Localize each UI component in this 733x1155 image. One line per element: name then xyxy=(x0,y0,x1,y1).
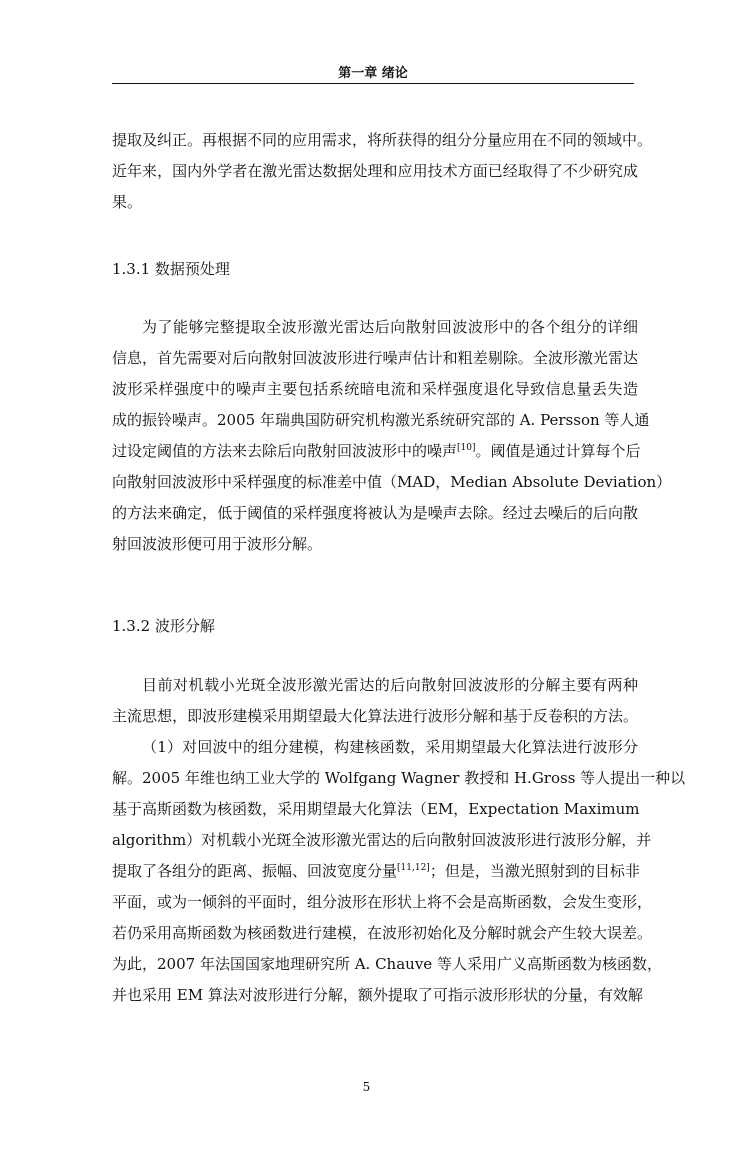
header-rule xyxy=(112,83,634,84)
text-line: 为了能够完整提取全波形激光雷达后向散射回波波形中的各个组分的详细 xyxy=(142,318,638,336)
section-heading-1-3-2: 1.3.2 波形分解 xyxy=(112,617,215,635)
page-number: 5 xyxy=(362,1080,371,1094)
text-segment: 提取了各组分的距离、振幅、回波宽度分量 xyxy=(112,862,398,880)
text-line: （1）对回波中的组分建模，构建核函数，采用期望最大化算法进行波形分 xyxy=(142,738,638,756)
text-line: 成的振铃噪声。2005 年瑞典国防研究机构激光系统研究部的 A. Persson 等人通 xyxy=(112,411,650,429)
text-line: 基于高斯函数为核函数，采用期望最大化算法（EM，Expectation Maximum xyxy=(112,800,640,818)
text-line: 为此，2007 年法国国家地理研究所 A. Chauve 等人采用广义高斯函数为核函数， xyxy=(112,955,662,973)
paragraph-intro-continuation xyxy=(112,125,653,218)
text-line: 提取及纠正。再根据不同的应用需求，将所获得的组分分量应用在不同的领域中。 xyxy=(112,131,653,149)
text-line: 的方法来确定，低于阈值的采样强度将被认为是噪声去除。经过去噪后的后向散 xyxy=(112,504,638,522)
text-segment: ；但是，当激光照射到的目标非 xyxy=(429,862,640,880)
citation-11-12: [11,12] xyxy=(397,863,430,873)
text-line xyxy=(112,436,641,467)
text-line xyxy=(112,856,638,887)
text-line: 解。2005 年维也纳工业大学的 Wolfgang Wagner 教授和 H.Gross 等人提出一种以 xyxy=(112,769,686,787)
text-line: 向散射回波波形中采样强度的标准差中值（MAD，Median Absolute Deviation） xyxy=(112,473,672,491)
text-line: algorithm）对机载小光斑全波形激光雷达的后向散射回波波形进行波形分解，并 xyxy=(112,831,652,849)
text-segment: 。阈值是通过计算每个后 xyxy=(475,442,641,460)
paragraph-decomposition-overview xyxy=(112,670,638,732)
paragraph-preprocessing xyxy=(112,312,672,560)
text-line: 果。 xyxy=(112,193,143,211)
text-line: 信息，首先需要对后向散射回波波形进行噪声估计和粗差剔除。全波形激光雷达 xyxy=(112,349,638,367)
text-line: 平面，或为一倾斜的平面时，组分波形在形状上将不会是高斯函数，会发生变形， xyxy=(112,893,653,911)
text-segment: 过设定阈值的方法来去除后向散射回波波形中的噪声 xyxy=(112,442,458,460)
text-line: 射回波波形便可用于波形分解。 xyxy=(112,535,323,553)
text-line: 若仍采用高斯函数为核函数进行建模，在波形初始化及分解时就会产生较大误差。 xyxy=(112,924,653,942)
text-line: 近年来，国内外学者在激光雷达数据处理和应用技术方面已经取得了不少研究成 xyxy=(112,162,638,180)
text-line: 并也采用 EM 算法对波形进行分解，额外提取了可指示波形形状的分量，有效解 xyxy=(112,986,643,1004)
section-heading-1-3-1: 1.3.1 数据预处理 xyxy=(112,260,230,278)
paragraph-em-decomposition xyxy=(112,732,686,1011)
running-header: 第一章 绪论 xyxy=(338,66,408,81)
text-line: 目前对机载小光斑全波形激光雷达的后向散射回波波形的分解主要有两种 xyxy=(142,676,638,694)
citation-10: [10] xyxy=(457,443,476,453)
text-line: 波形采样强度中的噪声主要包括系统暗电流和采样强度退化导致信息量丢失造 xyxy=(112,380,638,398)
text-line: 主流思想，即波形建模采用期望最大化算法进行波形分解和基于反卷积的方法。 xyxy=(112,707,638,725)
